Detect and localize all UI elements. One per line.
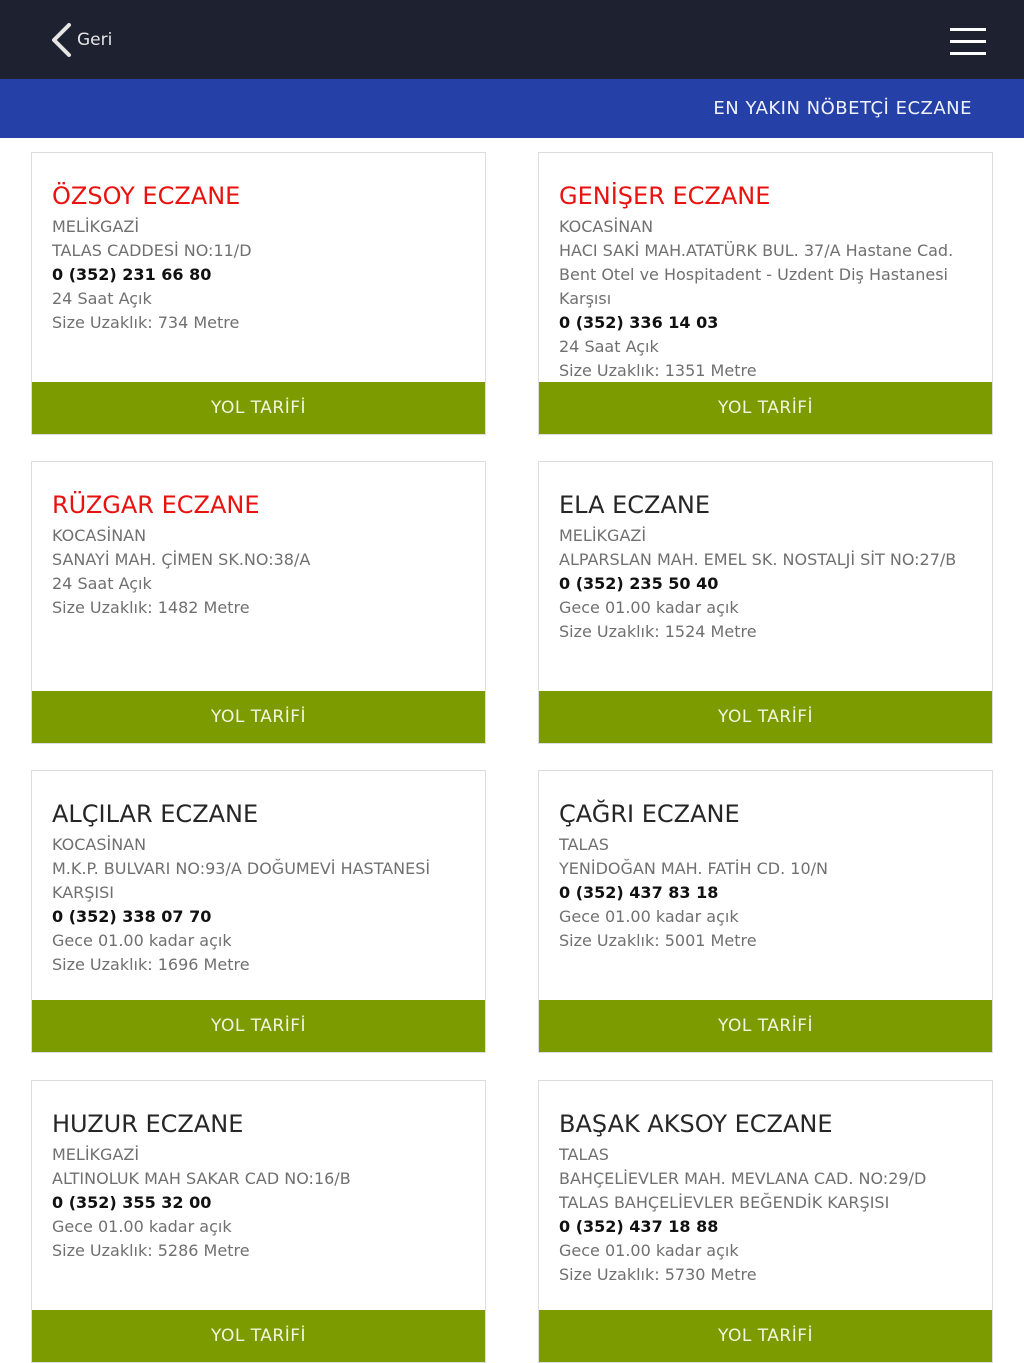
pharmacy-hours: Gece 01.00 kadar açık [559,598,739,617]
pharmacy-name: RÜZGAR ECZANE [52,491,260,519]
directions-button[interactable]: YOL TARİFİ [32,382,485,434]
hamburger-menu-button[interactable] [946,27,990,57]
pharmacy-district: MELİKGAZİ [52,1145,140,1164]
pharmacy-district: KOCASİNAN [559,217,654,236]
pharmacy-distance: Size Uzaklık: 1696 Metre [52,955,250,974]
pharmacy-phone[interactable]: 0 (352) 235 50 40 [559,574,719,593]
pharmacy-distance: Size Uzaklık: 5286 Metre [52,1241,250,1260]
directions-button[interactable]: YOL TARİFİ [32,1310,485,1362]
pharmacy-card [31,461,486,744]
pharmacy-district: TALAS [559,835,609,854]
page-title: EN YAKIN NÖBETÇİ ECZANE [713,98,972,119]
pharmacy-district: KOCASİNAN [52,526,147,545]
pharmacy-card [31,152,486,435]
pharmacy-card [538,461,993,744]
pharmacy-card [538,1080,993,1363]
section-header-bar [0,79,1024,138]
pharmacy-phone[interactable]: 0 (352) 338 07 70 [52,907,212,926]
pharmacy-name: HUZUR ECZANE [52,1110,244,1138]
pharmacy-phone[interactable]: 0 (352) 437 18 88 [559,1217,719,1236]
directions-button[interactable]: YOL TARİFİ [539,691,992,743]
pharmacy-distance: Size Uzaklık: 1524 Metre [559,622,757,641]
pharmacy-address: M.K.P. BULVARI NO:93/A DOĞUMEVİ HASTANESİ KARŞISI [52,859,431,902]
top-bar [0,0,1024,79]
pharmacy-hours: Gece 01.00 kadar açık [52,931,232,950]
pharmacy-distance: Size Uzaklık: 734 Metre [52,313,240,332]
pharmacy-district: KOCASİNAN [52,835,147,854]
pharmacy-name: ELA ECZANE [559,491,711,519]
pharmacy-distance: Size Uzaklık: 5730 Metre [559,1265,757,1284]
directions-button[interactable]: YOL TARİFİ [32,691,485,743]
pharmacy-hours: Gece 01.00 kadar açık [559,1241,739,1260]
pharmacy-address: BAHÇELİEVLER MAH. MEVLANA CAD. NO:29/D TALAS BAHÇELİEVLER BEĞENDİK KARŞISI [559,1169,927,1212]
pharmacy-phone[interactable]: 0 (352) 231 66 80 [52,265,212,284]
directions-button[interactable]: YOL TARİFİ [539,1000,992,1052]
directions-button[interactable]: YOL TARİFİ [32,1000,485,1052]
pharmacy-card [31,770,486,1053]
chevron-left-icon [48,22,74,58]
hamburger-icon [946,42,990,61]
pharmacy-hours: 24 Saat Açık [52,574,152,593]
pharmacy-distance: Size Uzaklık: 1351 Metre [559,361,757,380]
pharmacy-address: ALPARSLAN MAH. EMEL SK. NOSTALJİ SİT NO:27/B [559,550,957,569]
back-button[interactable] [48,22,112,58]
pharmacy-address: YENİDOĞAN MAH. FATİH CD. 10/N [559,859,828,878]
pharmacy-name: ÖZSOY ECZANE [52,182,241,210]
pharmacy-phone[interactable]: 0 (352) 355 32 00 [52,1193,212,1212]
pharmacy-address: TALAS CADDESİ NO:11/D [52,241,252,260]
pharmacy-name: ÇAĞRI ECZANE [559,800,740,828]
pharmacy-phone[interactable]: 0 (352) 336 14 03 [559,313,719,332]
pharmacy-name: BAŞAK AKSOY ECZANE [559,1110,833,1138]
pharmacy-address: SANAYİ MAH. ÇİMEN SK.NO:38/A [52,550,311,569]
pharmacy-name: GENİŞER ECZANE [559,182,771,210]
back-label: Geri [77,30,113,50]
pharmacy-hours: 24 Saat Açık [52,289,152,308]
pharmacy-address: HACI SAKİ MAH.ATATÜRK BUL. 37/A Hastane Cad. Bent Otel ve Hospitadent - Uzdent Diş Hastanesi Karşısı [559,241,954,308]
directions-button[interactable]: YOL TARİFİ [539,382,992,434]
pharmacy-district: TALAS [559,1145,609,1164]
pharmacy-card [538,770,993,1053]
pharmacy-card [31,1080,486,1363]
pharmacy-hours: 24 Saat Açık [559,337,659,356]
pharmacy-card [538,152,993,435]
pharmacy-hours: Gece 01.00 kadar açık [52,1217,232,1236]
pharmacy-hours: Gece 01.00 kadar açık [559,907,739,926]
directions-button[interactable]: YOL TARİFİ [539,1310,992,1362]
pharmacy-name: ALÇILAR ECZANE [52,800,259,828]
pharmacy-district: MELİKGAZİ [559,526,647,545]
pharmacy-distance: Size Uzaklık: 5001 Metre [559,931,757,950]
pharmacy-distance: Size Uzaklık: 1482 Metre [52,598,250,617]
pharmacy-phone[interactable]: 0 (352) 437 83 18 [559,883,719,902]
pharmacy-address: ALTINOLUK MAH SAKAR CAD NO:16/B [52,1169,351,1188]
pharmacy-district: MELİKGAZİ [52,217,140,236]
